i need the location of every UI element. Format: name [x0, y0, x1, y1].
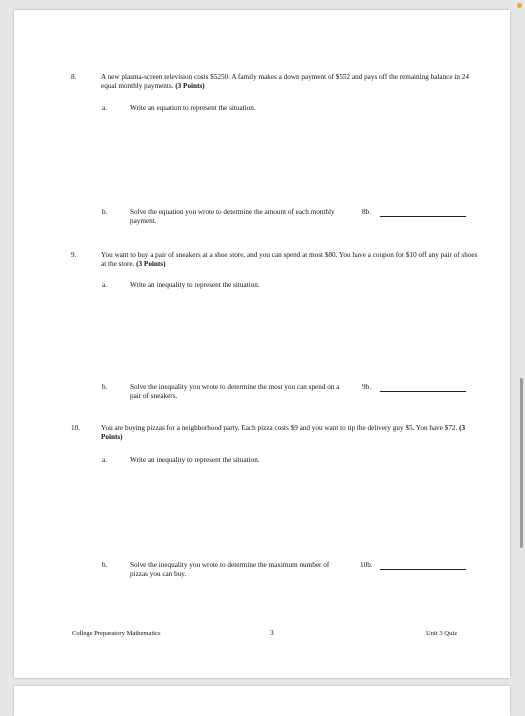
- question-9-text: You want to buy a pair of sneakers at a shoe store, and you can spend at most $80. You have a coupon for $10 off any pair of shoes at the store. (3 Points): [101, 251, 478, 268]
- question-8b-letter: b.: [102, 208, 108, 216]
- document-page: [14, 10, 510, 678]
- question-10b-text: Solve the inequality you wrote to determine the maximum number of pizzas you can buy.: [130, 561, 330, 578]
- question-10b-letter: b.: [102, 561, 108, 569]
- answer-9b-label: 9b.: [362, 383, 371, 391]
- question-8-points: (3 Points): [175, 82, 205, 90]
- status-dot-icon: [517, 3, 522, 8]
- question-9-number: 9.: [71, 251, 77, 259]
- question-9b-letter: b.: [102, 383, 108, 391]
- question-8b-text: Solve the equation you wrote to determine the amount of each monthly payment.: [130, 208, 335, 225]
- answer-8b-label: 8b.: [362, 208, 371, 216]
- question-8a-text: Write an equation to represent the situation.: [130, 104, 256, 112]
- question-9a-text: Write an inequality to represent the situation.: [130, 281, 260, 289]
- question-10-points: (3 Points): [101, 424, 466, 441]
- next-page-edge: [14, 686, 510, 716]
- answer-9b-line[interactable]: [380, 391, 466, 392]
- question-8a-letter: a.: [102, 104, 107, 112]
- question-10a-letter: a.: [102, 456, 107, 464]
- answer-10b-line[interactable]: [380, 569, 466, 570]
- question-8-text: A new plasma-screen television costs $5250. A family makes a down payment of $552 and pays off the remaining balance in 24 equal monthly payments. (3 Points): [101, 73, 469, 90]
- answer-10b-label: 10b.: [360, 561, 373, 569]
- question-10-number: 10.: [71, 424, 80, 432]
- footer-page-number: 3: [270, 628, 274, 637]
- question-9-points: (3 Points): [136, 260, 166, 268]
- answer-8b-line[interactable]: [380, 216, 466, 217]
- question-8-number: 8.: [71, 73, 77, 81]
- question-9b-text: Solve the inequality you wrote to determine the most you can spend on a pair of sneakers.: [130, 383, 340, 400]
- question-10-text: You are buying pizzas for a neighborhood party. Each pizza costs $9 and you want to tip the delivery guy $5. You have $72. (3 Points): [101, 424, 466, 441]
- question-9a-letter: a.: [102, 281, 107, 289]
- question-10a-text: Write an inequality to represent the situation.: [130, 456, 260, 464]
- footer-unit-label: Unit 3 Quiz: [426, 630, 458, 637]
- vertical-scrollbar[interactable]: [520, 378, 523, 548]
- footer-course-name: College Preparatory Mathematics: [72, 630, 161, 637]
